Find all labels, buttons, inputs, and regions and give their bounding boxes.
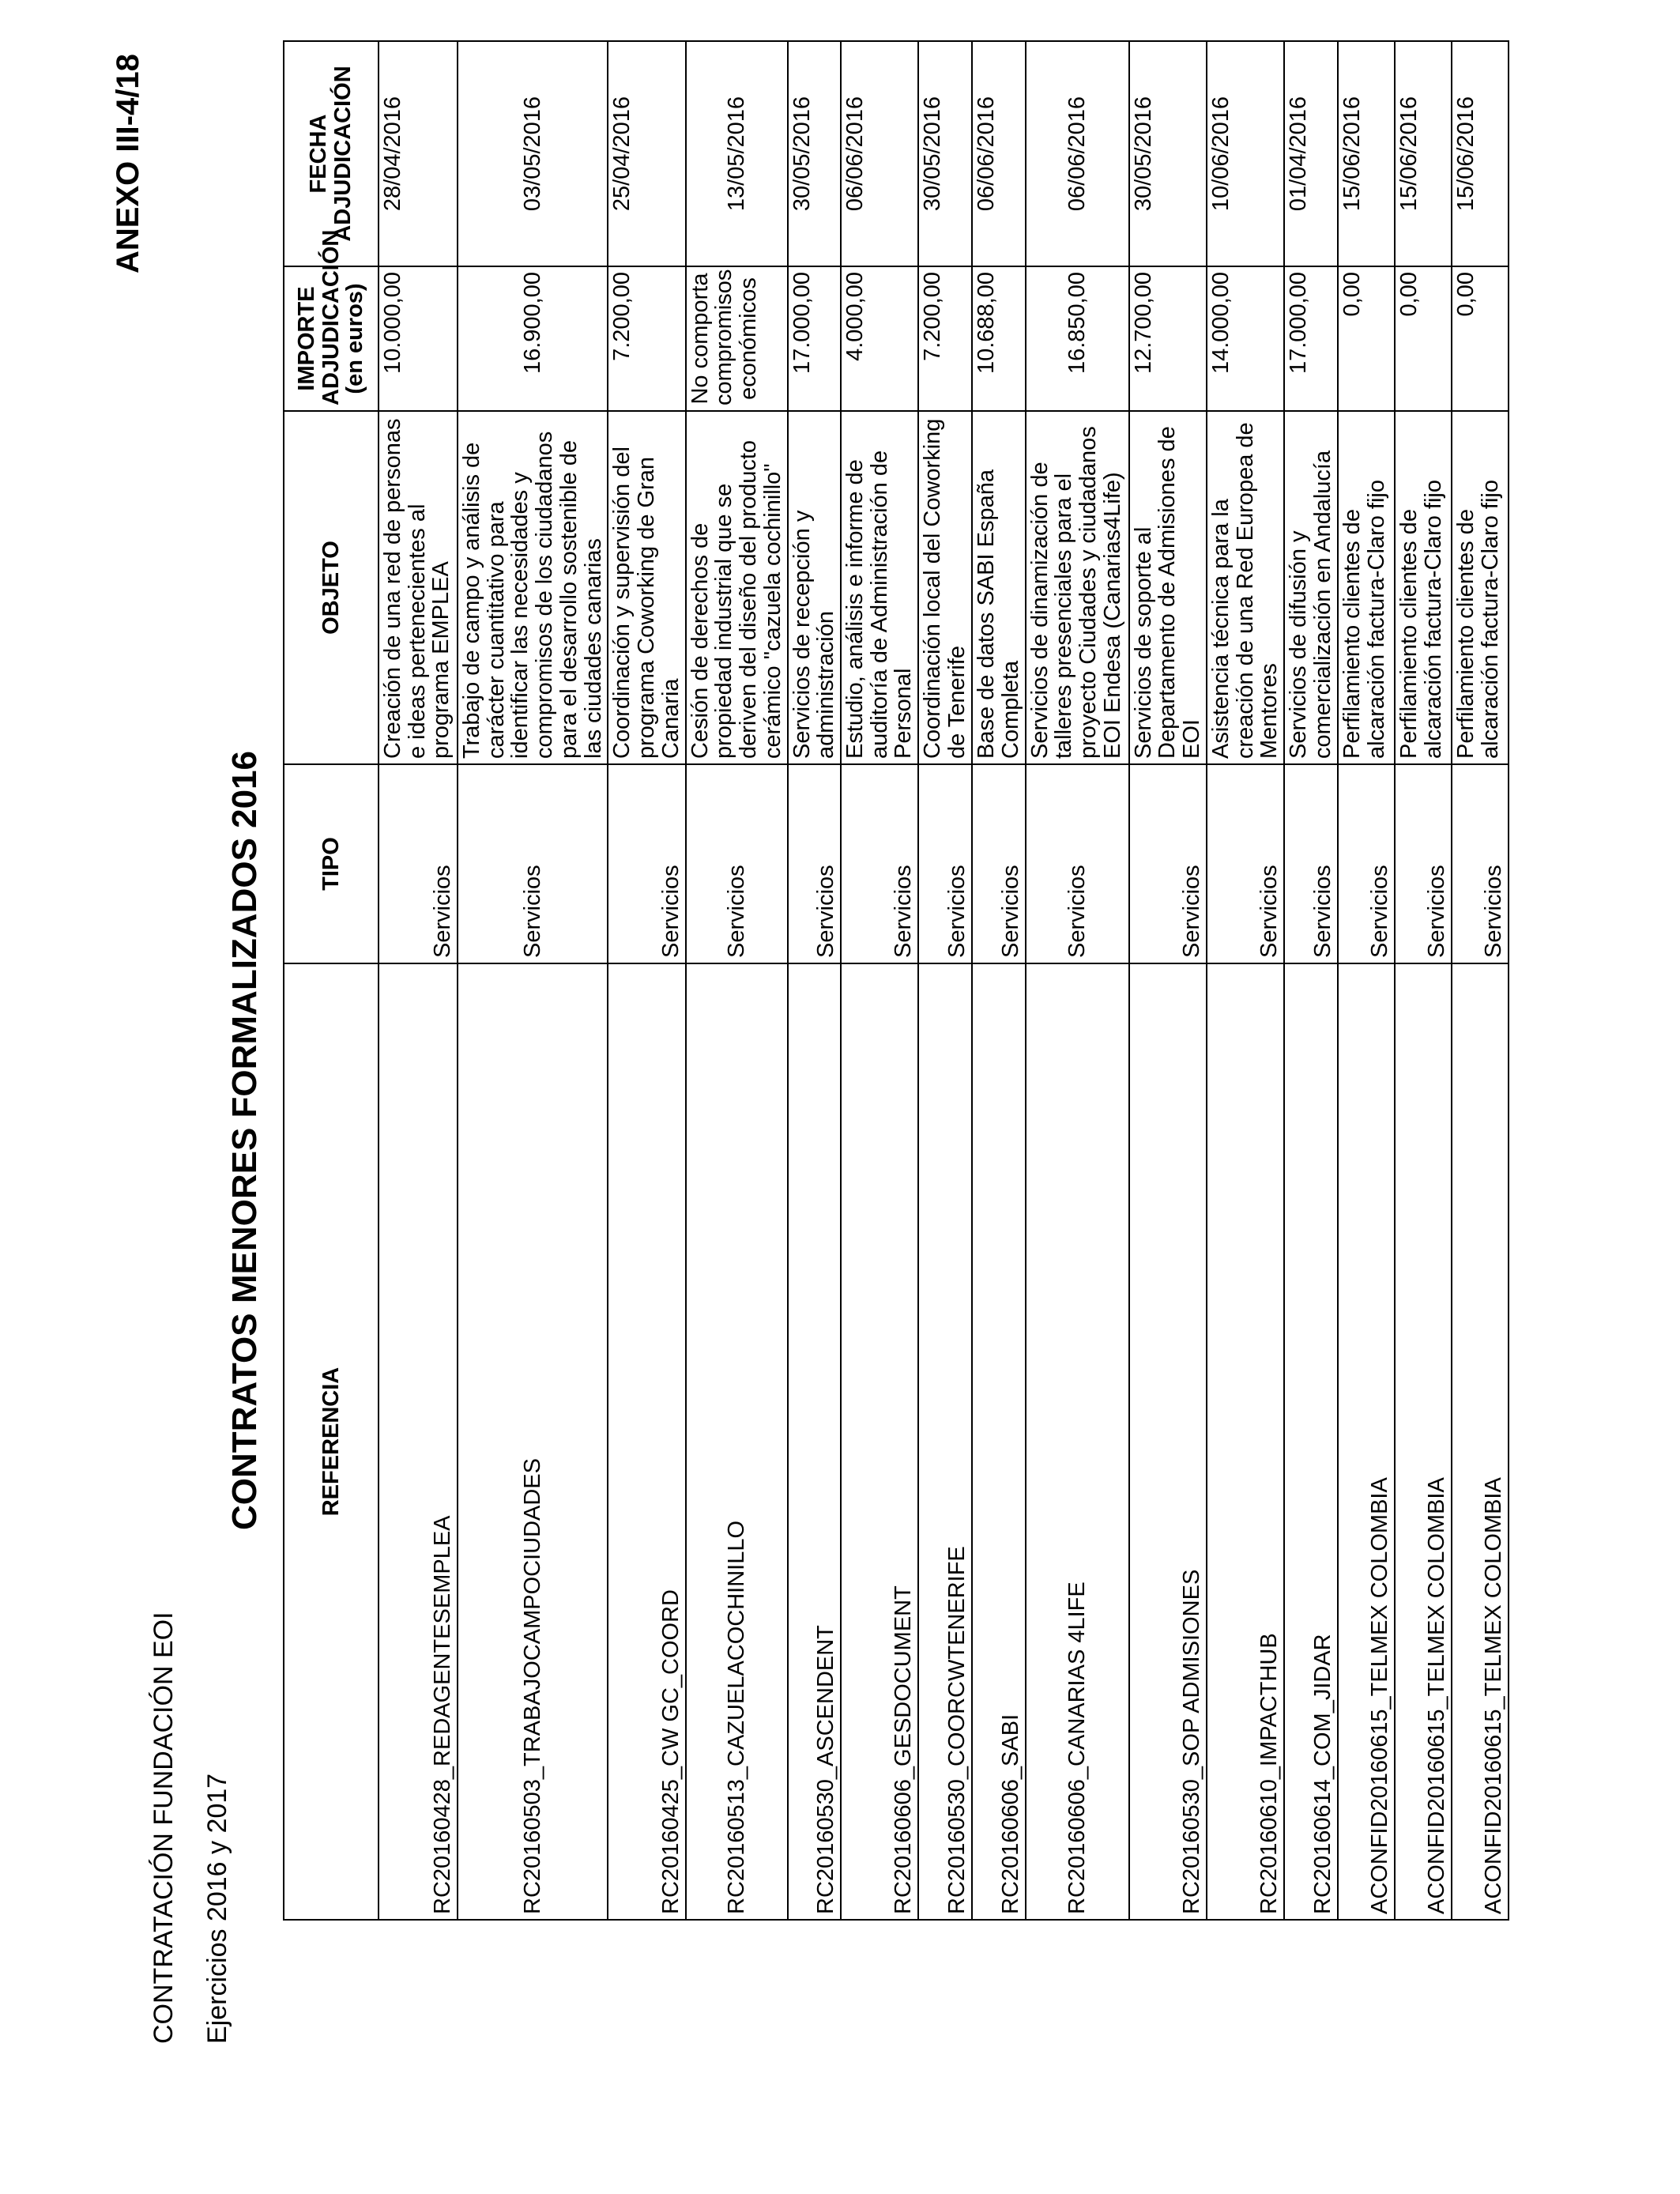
cell-objeto: Creación de una red de personas e ideas pertenecientes al programa EMPLEA — [379, 411, 458, 764]
table-row — [1284, 41, 1338, 1920]
cell-importe: 0,00 — [1452, 266, 1509, 411]
table-row — [1395, 41, 1452, 1920]
table-row — [458, 41, 608, 1920]
organization-label: CONTRATACIÓN FUNDACIÓN EOI — [149, 1612, 179, 2044]
cell-fecha: 15/06/2016 — [1395, 41, 1452, 266]
column-header-fecha: FECHA ADJUDICACIÓN — [284, 41, 379, 266]
cell-referencia: RC20160606_GESDOCUMENT — [841, 963, 918, 1920]
cell-tipo: Servicios — [1129, 764, 1207, 963]
cell-fecha: 03/05/2016 — [458, 41, 608, 266]
cell-objeto: Servicios de difusión y comercialización en Andalucía — [1284, 411, 1338, 764]
cell-importe: 16.850,00 — [1026, 266, 1129, 411]
cell-fecha: 06/06/2016 — [972, 41, 1025, 266]
cell-tipo: Servicios — [972, 764, 1025, 963]
cell-objeto: Servicios de recepción y administración — [788, 411, 841, 764]
cell-objeto: Base de datos SABI España Completa — [972, 411, 1025, 764]
cell-fecha: 06/06/2016 — [841, 41, 918, 266]
cell-objeto: Servicios de soporte al Departamento de Admisiones de EOI — [1129, 411, 1207, 764]
cell-importe: 10.000,00 — [379, 266, 458, 411]
cell-importe: 0,00 — [1395, 266, 1452, 411]
cell-referencia: RC20160614_COM_JIDAR — [1284, 963, 1338, 1920]
cell-objeto: Coordinación y supervisión del programa Coworking de Gran Canaria — [608, 411, 685, 764]
table-row — [788, 41, 841, 1920]
cell-importe: 17.000,00 — [788, 266, 841, 411]
table-row — [1452, 41, 1509, 1920]
cell-fecha: 28/04/2016 — [379, 41, 458, 266]
cell-objeto: Cesión de derechos de propiedad industrial que se deriven del diseño del producto cerámico "cazuela cochinillo" — [686, 411, 788, 764]
cell-referencia: RC20160606_CANARIAS 4LIFE — [1026, 963, 1129, 1920]
cell-referencia: RC20160425_CW GC_COORD — [608, 963, 685, 1920]
contracts-table — [283, 40, 1509, 1921]
cell-fecha: 30/05/2016 — [918, 41, 972, 266]
table-row — [379, 41, 458, 1920]
cell-referencia: RC20160530_ASCENDENT — [788, 963, 841, 1920]
cell-importe: 12.700,00 — [1129, 266, 1207, 411]
table-row — [1207, 41, 1284, 1920]
cell-tipo: Servicios — [1338, 764, 1395, 963]
cell-fecha: 15/06/2016 — [1452, 41, 1509, 266]
column-header-referencia: REFERENCIA — [284, 963, 379, 1920]
cell-tipo: Servicios — [1207, 764, 1284, 963]
cell-fecha: 13/05/2016 — [686, 41, 788, 266]
cell-importe: No comporta compromisos económicos — [686, 266, 788, 411]
column-header-importe: IMPORTE ADJUDICACIÓN (en euros) — [284, 266, 379, 411]
cell-importe: 0,00 — [1338, 266, 1395, 411]
cell-referencia: RC20160503_TRABAJOCAMPOCIUDADES — [458, 963, 608, 1920]
cell-tipo: Servicios — [1452, 764, 1509, 963]
cell-referencia: RC20160530_COORCWTENERIFE — [918, 963, 972, 1920]
cell-importe: 14.000,00 — [1207, 266, 1284, 411]
column-header-objeto: OBJETO — [284, 411, 379, 764]
cell-fecha: 06/06/2016 — [1026, 41, 1129, 266]
cell-tipo: Servicios — [1026, 764, 1129, 963]
table-row — [1338, 41, 1395, 1920]
cell-referencia: RC20160610_IMPACTHUB — [1207, 963, 1284, 1920]
cell-importe: 7.200,00 — [918, 266, 972, 411]
cell-tipo: Servicios — [458, 764, 608, 963]
cell-importe: 16.900,00 — [458, 266, 608, 411]
page-title: CONTRATOS MENORES FORMALIZADOS 2016 — [225, 750, 264, 1530]
cell-tipo: Servicios — [379, 764, 458, 963]
table-body — [379, 41, 1509, 1920]
cell-objeto: Servicios de dinamización de talleres presenciales para el proyecto Ciudades y ciudadanos EOI Endesa (Canarias4Life) — [1026, 411, 1129, 764]
cell-referencia: RC20160530_SOP ADMISIONES — [1129, 963, 1207, 1920]
cell-tipo: Servicios — [686, 764, 788, 963]
cell-objeto: Estudio, análisis e informe de auditoría de Administración de Personal — [841, 411, 918, 764]
table-row — [608, 41, 685, 1920]
cell-fecha: 15/06/2016 — [1338, 41, 1395, 266]
cell-tipo: Servicios — [841, 764, 918, 963]
cell-objeto: Asistencia técnica para la creación de una Red Europea de Mentores — [1207, 411, 1284, 764]
table-row — [841, 41, 918, 1920]
cell-objeto: Perfilamiento clientes de alcaración factura-Claro fijo — [1395, 411, 1452, 764]
table-row — [918, 41, 972, 1920]
cell-objeto: Trabajo de campo y análisis de carácter cuantitativo para identificar las necesidades y compromisos de los ciudadanos para el desarrollo sostenible de las ciudades canarias — [458, 411, 608, 764]
cell-fecha: 30/05/2016 — [788, 41, 841, 266]
cell-referencia: RC20160428_REDAGENTESEMPLEA — [379, 963, 458, 1920]
cell-importe: 17.000,00 — [1284, 266, 1338, 411]
cell-referencia: RC20160513_CAZUELACOCHINILLO — [686, 963, 788, 1920]
cell-objeto: Perfilamiento clientes de alcaración factura-Claro fijo — [1452, 411, 1509, 764]
cell-objeto: Perfilamiento clientes de alcaración factura-Claro fijo — [1338, 411, 1395, 764]
table-row — [1026, 41, 1129, 1920]
column-header-tipo: TIPO — [284, 764, 379, 963]
cell-referencia: ACONFID20160615_TELMEX COLOMBIA — [1395, 963, 1452, 1920]
table-header-row — [284, 41, 379, 1920]
cell-objeto: Coordinación local del Coworking de Tenerife — [918, 411, 972, 764]
cell-fecha: 10/06/2016 — [1207, 41, 1284, 266]
cell-tipo: Servicios — [608, 764, 685, 963]
cell-referencia: RC20160606_SABI — [972, 963, 1025, 1920]
table-row — [686, 41, 788, 1920]
cell-referencia: ACONFID20160615_TELMEX COLOMBIA — [1338, 963, 1395, 1920]
cell-tipo: Servicios — [918, 764, 972, 963]
cell-fecha: 01/04/2016 — [1284, 41, 1338, 266]
cell-referencia: ACONFID20160615_TELMEX COLOMBIA — [1452, 963, 1509, 1920]
cell-tipo: Servicios — [788, 764, 841, 963]
cell-tipo: Servicios — [1395, 764, 1452, 963]
period-label: Ejercicios 2016 y 2017 — [202, 1773, 232, 2044]
cell-importe: 7.200,00 — [608, 266, 685, 411]
cell-importe: 10.688,00 — [972, 266, 1025, 411]
cell-importe: 4.000,00 — [841, 266, 918, 411]
annex-label: ANEXO III-4/18 — [111, 54, 145, 273]
table-row — [972, 41, 1025, 1920]
table-row — [1129, 41, 1207, 1920]
cell-fecha: 30/05/2016 — [1129, 41, 1207, 266]
cell-fecha: 25/04/2016 — [608, 41, 685, 266]
cell-tipo: Servicios — [1284, 764, 1338, 963]
